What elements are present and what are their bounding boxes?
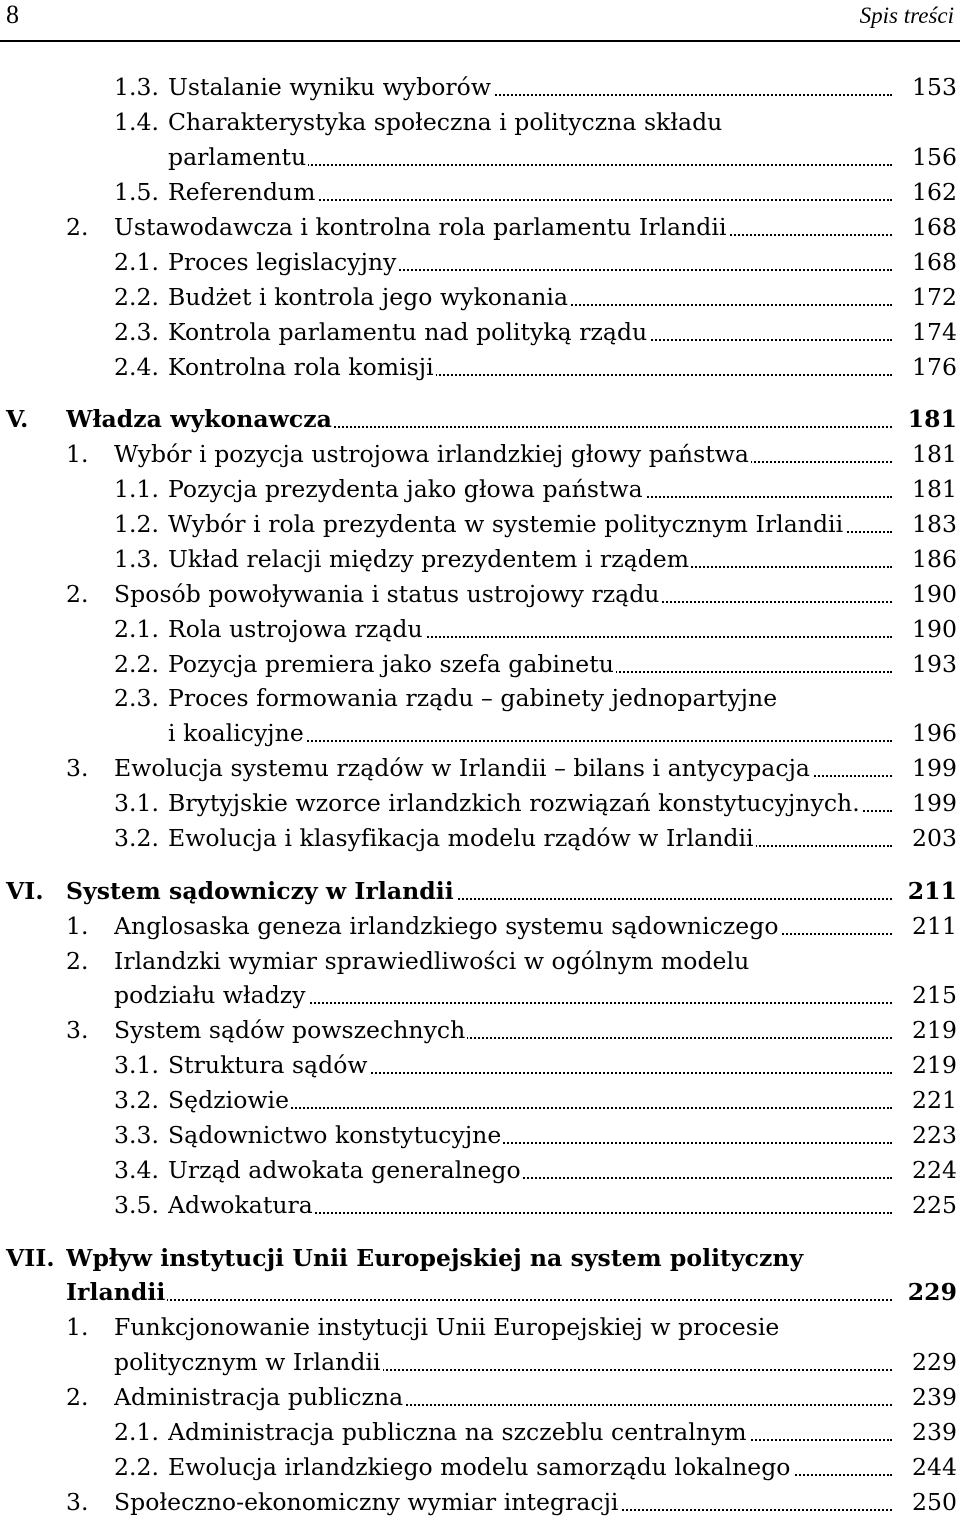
toc-entry[interactable] [0,909,960,944]
toc-entry-title-wrap [66,402,892,436]
toc-entry[interactable] [0,1048,960,1083]
toc-entry-title: Pozycja prezydenta jako głowa państwa [168,474,643,503]
toc-entry[interactable] [0,978,960,1013]
toc-entry-number: 3. [66,1488,89,1517]
toc-entry-number: 1.3. [114,73,160,101]
table-of-contents [0,70,960,1520]
toc-entry-title: Irlandzki wymiar sprawiedliwości w ogólnym modelu [114,946,750,975]
toc-entry[interactable] [0,1380,960,1415]
toc-entry-title-wrap [168,612,892,646]
toc-entry-page: 168 [911,247,957,276]
toc-entry[interactable] [0,1275,960,1310]
toc-entry-page: 229 [907,1278,957,1307]
toc-entry-title-wrap [114,1013,892,1047]
toc-entry-page: 223 [911,1121,957,1150]
toc-entry-title: Sposób powoływania i status ustrojowy rządu [114,579,660,608]
toc-entry[interactable] [0,1450,960,1485]
toc-entry[interactable] [0,472,960,507]
toc-entry-title-wrap [114,978,892,1012]
toc-entry-title-wrap [114,1380,892,1414]
toc-entry-title: parlamentu [168,142,307,171]
toc-entry-title: Kontrola parlamentu nad polityką rządu [168,317,648,346]
toc-entry[interactable] [0,70,960,105]
toc-entry-page: 174 [911,317,957,346]
toc-entry-number: 2.2. [114,282,160,311]
toc-entry-number: 1.4. [114,107,160,136]
toc-entry-number: 3.3. [114,1121,160,1150]
toc-entry-number: 3. [66,1016,89,1045]
toc-entry-page: 172 [911,282,957,311]
toc-entry-title-wrap [168,1048,892,1082]
toc-entry-page: 193 [911,649,957,678]
toc-entry-page: 168 [911,212,957,241]
toc-entry[interactable] [0,821,960,856]
toc-entry-number: 2.4. [114,352,160,381]
toc-entry[interactable] [0,874,960,909]
toc-entry-title: Administracja publiczna [114,1383,404,1412]
toc-entry-page: 156 [911,142,957,171]
toc-entry[interactable] [0,245,960,280]
toc-entry-title: i koalicyjne [168,719,304,748]
toc-entry-number: 3.2. [114,824,160,853]
toc-entry-page: 229 [911,1348,957,1377]
toc-entry[interactable] [0,350,960,385]
toc-entry-title-wrap [168,681,892,715]
toc-entry-title: Struktura sądów [168,1051,368,1080]
toc-entry-title-wrap [114,751,892,785]
toc-entry-title: Wpływ instytucji Unii Europejskiej na system polityczny [66,1243,804,1272]
toc-entry-number: 1.2. [114,509,160,538]
toc-entry[interactable] [0,210,960,245]
toc-entry-number: 1.5. [114,177,160,206]
toc-entry-title-wrap [168,1415,892,1449]
toc-entry-number: 3.4. [114,1156,160,1185]
toc-entry[interactable] [0,716,960,751]
toc-entry[interactable] [0,786,960,821]
toc-entry-title: Ustalanie wyniku wyborów [168,73,492,101]
toc-entry[interactable] [0,507,960,542]
toc-entry-title: Irlandii [66,1278,166,1307]
toc-entry-title-wrap [168,472,892,506]
toc-entry-title: Ewolucja i klasyfikacja modelu rządów w Irlandii [168,824,754,853]
toc-entry-title-wrap [114,909,892,943]
toc-entry-page: 183 [911,509,957,538]
toc-entry-title: podziału władzy [114,981,306,1010]
toc-entry-page: 219 [911,1016,957,1045]
toc-entry[interactable] [0,315,960,350]
toc-entry-title-wrap [168,1188,892,1222]
toc-entry-number: 1.3. [114,544,160,573]
toc-entry[interactable] [0,647,960,682]
toc-entry-number: 2.1. [114,1418,160,1447]
toc-entry[interactable] [0,402,960,437]
toc-entry[interactable] [0,280,960,315]
toc-entry-title: System sądowniczy w Irlandii [66,876,454,905]
toc-entry-page: 199 [911,754,957,783]
toc-entry-title-wrap [114,1310,892,1344]
toc-entry-page: 250 [911,1488,957,1517]
toc-entry-page: 203 [911,824,957,853]
toc-entry-title-wrap [114,944,892,978]
toc-entry-title-wrap [114,210,892,244]
toc-entry[interactable] [0,1013,960,1048]
toc-entry[interactable] [0,1083,960,1118]
toc-entry-page: 181 [907,404,957,433]
toc-entry-title: Referendum [168,177,316,206]
toc-entry-title-wrap [168,105,892,139]
toc-entry[interactable] [0,175,960,210]
toc-entry-title-wrap [114,1485,892,1519]
toc-entry[interactable] [0,1310,960,1345]
toc-entry[interactable] [0,105,960,140]
toc-entry-title-wrap [66,874,892,908]
toc-entry-title: Urząd adwokata generalnego [168,1156,521,1185]
toc-entry-page: 219 [911,1051,957,1080]
toc-entry[interactable] [0,1415,960,1450]
toc-entry-number: 2.2. [114,649,160,678]
toc-entry-title: Kontrolna rola komisji [168,352,434,381]
toc-entry[interactable] [0,1118,960,1153]
toc-entry-title-wrap [66,1275,892,1309]
toc-entry-title: politycznym w Irlandii [114,1348,381,1377]
toc-entry-page: 215 [911,981,957,1010]
toc-entry-title: Adwokatura [168,1191,313,1220]
toc-entry[interactable] [0,577,960,612]
toc-entry-page: 239 [911,1383,957,1412]
toc-entry-number: 2.1. [114,614,160,643]
toc-entry-title-wrap [168,507,892,541]
toc-entry-title: Układ relacji między prezydentem i rządem [168,544,690,573]
toc-entry-number: 1. [66,911,89,940]
toc-entry-title-wrap [114,577,892,611]
toc-entry-title-wrap [168,315,892,349]
toc-entry[interactable] [0,1188,960,1223]
toc-entry-title-wrap [168,1083,892,1117]
toc-entry-page: 199 [911,789,957,818]
toc-entry-page: 181 [911,474,957,503]
toc-entry-number: 3. [66,754,89,783]
toc-entry-number: 2. [66,1383,89,1412]
toc-entry-page: 162 [911,177,957,206]
toc-entry-title-wrap [114,437,892,471]
toc-entry-title: Rola ustrojowa rządu [168,614,423,643]
toc-entry-title: Sądownictwo konstytucyjne [168,1121,502,1150]
toc-entry-number: VII. [6,1243,55,1272]
toc-entry[interactable] [0,140,960,175]
toc-entry-page: 224 [911,1156,957,1185]
toc-entry-title-wrap [168,542,892,576]
toc-entry[interactable] [0,542,960,577]
toc-entry-title-wrap [168,1153,892,1187]
toc-entry-page: 239 [911,1418,957,1447]
toc-entry-title-wrap [168,350,892,384]
toc-entry-page: 190 [911,614,957,643]
toc-entry-title: Pozycja premiera jako szefa gabinetu [168,649,614,678]
toc-entry-title-wrap [168,821,892,855]
toc-entry[interactable] [0,751,960,786]
toc-entry-title-wrap [168,70,892,104]
toc-entry-title-wrap [168,175,892,209]
toc-entry[interactable] [0,1241,960,1276]
toc-entry-number: 3.1. [114,789,160,818]
toc-entry-page: 153 [911,73,957,101]
toc-entry-number: 2. [66,212,89,241]
toc-entry-title: Wybór i rola prezydenta w systemie politycznym Irlandii [168,509,844,538]
toc-entry-title-wrap [168,716,892,750]
toc-entry-title: Proces formowania rządu – gabinety jednopartyjne [168,684,778,713]
toc-entry-title-wrap [168,1118,892,1152]
toc-entry-title: Budżet i kontrola jego wykonania [168,282,569,311]
toc-entry-title-wrap [168,140,892,174]
toc-entry[interactable] [0,1485,960,1520]
toc-entry-title-wrap [168,647,892,681]
toc-entry-title-wrap [168,1450,892,1484]
toc-entry[interactable] [0,437,960,472]
toc-entry-number: VI. [6,876,44,905]
toc-entry-title: Wybór i pozycja ustrojowa irlandzkiej głowy państwa [114,439,749,468]
dot-leader [66,1299,892,1301]
running-title: Spis treści [859,3,954,28]
toc-entry-title: System sądów powszechnych [114,1016,466,1045]
toc-entry-title-wrap [66,1241,892,1275]
toc-entry-number: 2.1. [114,247,160,276]
toc-entry[interactable] [0,681,960,716]
toc-entry[interactable] [0,1345,960,1380]
toc-entry-title: Ewolucja systemu rządów w Irlandii – bilans i antycypacja [114,754,810,783]
toc-entry-number: 2.3. [114,684,160,713]
toc-entry-title: Sędziowie [168,1086,290,1115]
toc-entry-page: 176 [911,352,957,381]
toc-entry[interactable] [0,1153,960,1188]
toc-entry-page: 221 [911,1086,957,1115]
toc-entry[interactable] [0,944,960,979]
toc-entry-page: 181 [911,439,957,468]
toc-entry-page: 196 [911,719,957,748]
toc-entry-page: 211 [911,911,957,940]
toc-entry-page: 190 [911,579,957,608]
toc-entry-page: 186 [911,544,957,573]
toc-entry-number: 2. [66,946,89,975]
toc-entry-title: Brytyjskie wzorce irlandzkich rozwiązań konstytucyjnych. [168,789,860,818]
toc-entry-number: 2.2. [114,1453,160,1482]
page-number: 8 [6,0,19,29]
toc-entry-title-wrap [168,280,892,314]
toc-entry-number: 2. [66,579,89,608]
toc-entry-title: Anglosaska geneza irlandzkiego systemu sądowniczego [114,911,779,940]
toc-entry-title: Administracja publiczna na szczeblu centralnym [168,1418,747,1447]
toc-entry-title: Proces legislacyjny [168,247,397,276]
toc-entry-page: 225 [911,1191,957,1220]
toc-entry-number: V. [6,404,29,433]
toc-entry-title-wrap [168,245,892,279]
page-header [0,0,960,42]
toc-entry-number: 3.2. [114,1086,160,1115]
toc-entry-number: 1.1. [114,474,160,503]
toc-entry-number: 1. [66,439,89,468]
toc-entry-number: 2.3. [114,317,160,346]
toc-entry-title: Ustawodawcza i kontrolna rola parlamentu Irlandii [114,212,727,241]
toc-entry-title: Funkcjonowanie instytucji Unii Europejskiej w procesie [114,1313,780,1342]
toc-entry-title-wrap [168,786,892,820]
toc-entry-title: Społeczno-ekonomiczny wymiar integracji [114,1488,619,1517]
toc-entry-title: Charakterystyka społeczna i polityczna składu [168,107,723,136]
toc-entry-page: 211 [907,876,957,905]
toc-entry-number: 1. [66,1313,89,1342]
toc-entry-title: Ewolucja irlandzkiego modelu samorządu lokalnego [168,1453,791,1482]
toc-entry-number: 3.5. [114,1191,160,1220]
toc-entry-title: Władza wykonawcza [66,404,332,433]
toc-entry-title-wrap [114,1345,892,1379]
toc-entry-page: 244 [911,1453,957,1482]
toc-entry[interactable] [0,612,960,647]
toc-entry-number: 3.1. [114,1051,160,1080]
